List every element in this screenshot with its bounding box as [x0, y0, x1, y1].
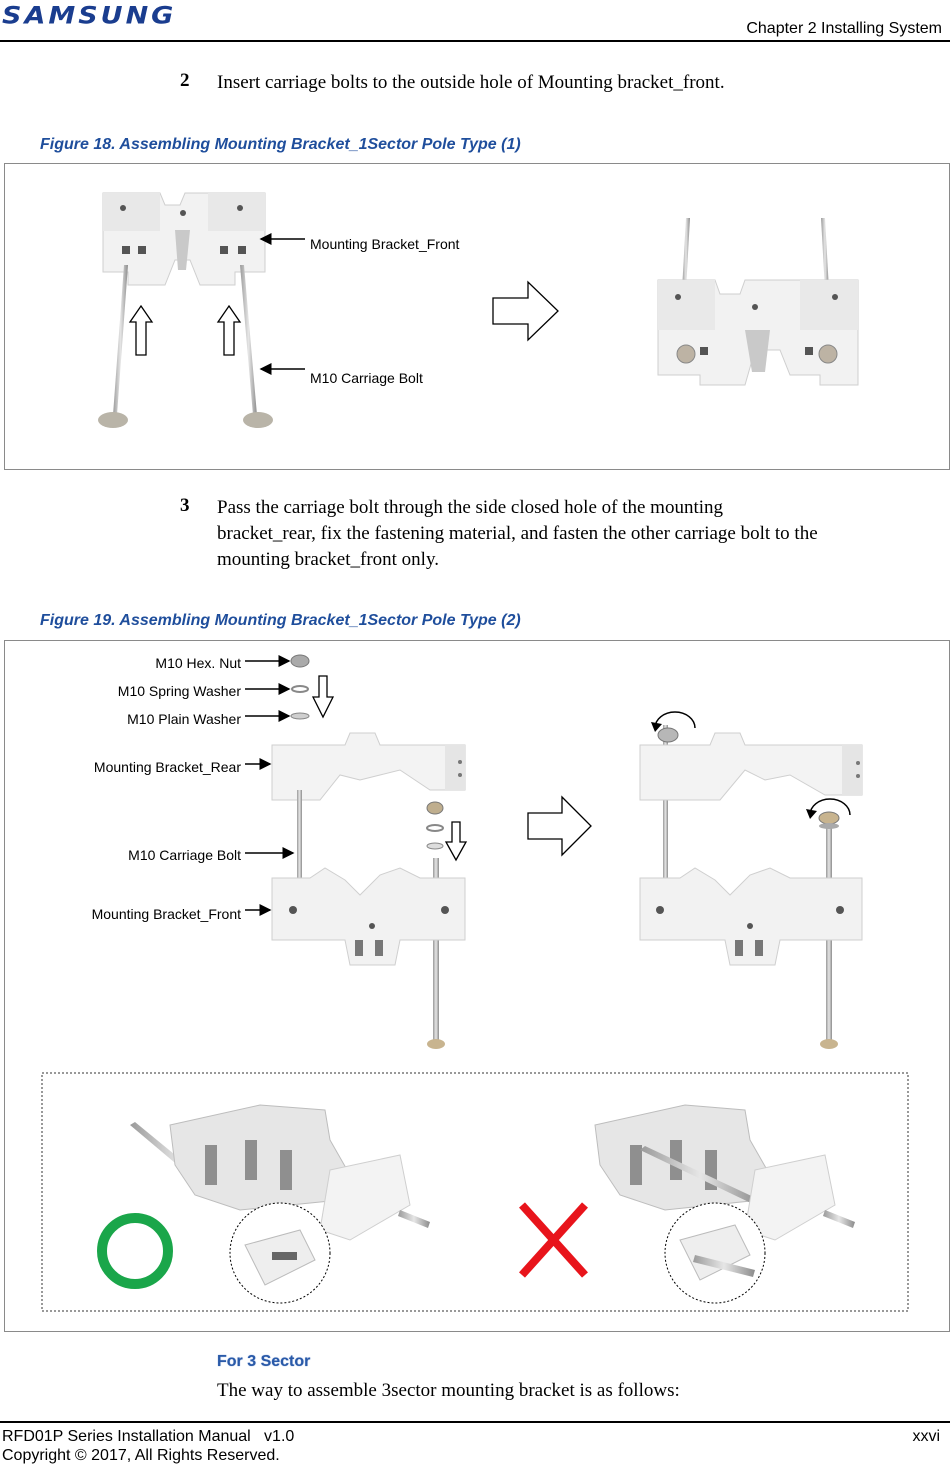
step-2-text: Insert carriage bolts to the outside hole of Mounting bracket_front. — [217, 72, 725, 93]
label-m10-spring-washer: M10 Spring Washer — [117, 683, 241, 699]
fig18-assembled-bracket — [658, 218, 858, 385]
figure-18-caption: Figure 18. Assembling Mounting Bracket_1Sector Pole Type (1) — [40, 136, 521, 153]
figure-19-box — [4, 640, 950, 1332]
label-m10-carriage-bolt: M10 Carriage Bolt — [310, 370, 423, 386]
samsung-logo: SAMSUNG — [2, 2, 177, 30]
step-3-number: 3 — [180, 495, 190, 516]
step-3-line-2: bracket_rear, fix the fastening material, and fasten the other carriage bolt to the — [217, 523, 818, 544]
fig18-next-arrow-icon — [493, 282, 558, 340]
label-mounting-bracket-front: Mounting Bracket_Front — [310, 236, 460, 252]
chapter-title: Chapter 2 Installing System — [746, 20, 942, 37]
label-m10-plain-washer: M10 Plain Washer — [127, 711, 241, 727]
label-m10-hex-nut: M10 Hex. Nut — [155, 655, 241, 671]
fig18-carriage-bolts — [98, 265, 273, 428]
label-mounting-bracket-rear: Mounting Bracket_Rear — [93, 759, 241, 775]
step-3-line-1: Pass the carriage bolt through the side closed hole of the mounting — [217, 497, 724, 518]
step-2-number: 2 — [180, 70, 190, 91]
section-title: For 3 Sector — [217, 1353, 311, 1370]
step-3-line-3: mounting bracket_front only. — [217, 549, 439, 570]
footer-copyright: Copyright © 2017, All Rights Reserved. — [2, 1447, 280, 1464]
label-mounting-bracket-front-2: Mounting Bracket_Front — [91, 906, 241, 922]
section-text: The way to assemble 3sector mounting bracket is as follows: — [217, 1380, 680, 1401]
footer-divider — [0, 1421, 950, 1423]
label-m10-carriage-bolt-2: M10 Carriage Bolt — [128, 847, 241, 863]
footer-page-number: xxvi — [912, 1428, 940, 1445]
figure-19-caption: Figure 19. Assembling Mounting Bracket_1Sector Pole Type (2) — [40, 612, 521, 629]
footer-manual: RFD01P Series Installation Manual v1.0 — [2, 1428, 295, 1445]
